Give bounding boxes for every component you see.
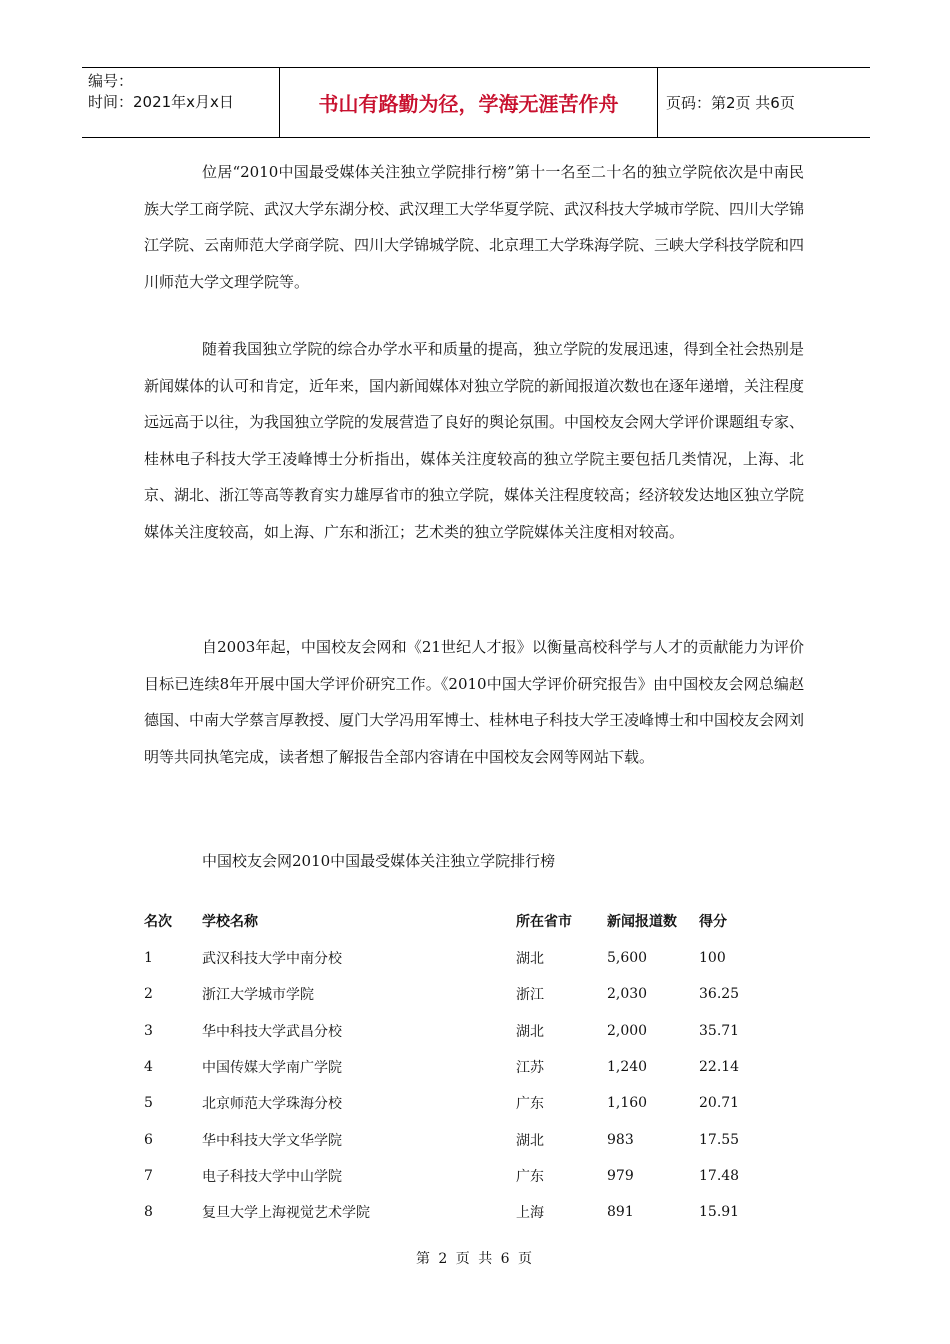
cell-news-count: 983 xyxy=(607,1131,634,1148)
cell-news-count: 5,600 xyxy=(607,950,648,967)
cell-score: 15.91 xyxy=(699,1204,740,1221)
cell-school: 华中科技大学武昌分校 xyxy=(202,1023,342,1040)
page-header xyxy=(82,67,870,138)
cell-score: 35.71 xyxy=(699,1022,740,1039)
header-school: 学校名称 xyxy=(202,914,258,930)
table-header-row xyxy=(144,902,769,940)
header-meta xyxy=(82,68,280,137)
cell-score: 17.55 xyxy=(699,1131,740,1148)
cell-province: 广东 xyxy=(516,1168,544,1185)
cell-school: 北京师范大学珠海分校 xyxy=(202,1096,342,1113)
time-label: 时间：2021年x月x日 xyxy=(88,93,234,111)
cell-news-count: 1,240 xyxy=(607,1059,648,1076)
cell-news-count: 979 xyxy=(607,1167,634,1184)
cell-rank: 1 xyxy=(144,950,153,967)
cell-rank: 4 xyxy=(144,1059,153,1076)
cell-school: 复旦大学上海视觉艺术学院 xyxy=(202,1205,370,1222)
cell-news-count: 2,030 xyxy=(607,986,648,1003)
table-title: 中国校友会网2010中国最受媒体关注独立学院排行榜 xyxy=(202,852,556,870)
page-footer: 第 2 页 共 6 页 xyxy=(415,1251,535,1267)
table-row xyxy=(144,940,769,976)
cell-province: 湖北 xyxy=(516,951,544,968)
header-score: 得分 xyxy=(699,914,727,930)
cell-province: 湖北 xyxy=(516,1132,544,1149)
header-news-count: 新闻报道数 xyxy=(607,914,677,930)
cell-news-count: 1,160 xyxy=(607,1095,648,1112)
cell-province: 浙江 xyxy=(516,987,544,1004)
table-row xyxy=(144,1085,769,1121)
paragraph-1: 位居“2010中国最受媒体关注独立学院排行榜”第十一名至二十名的独立学院依次是中南民族大学工商学院、武汉大学东湖分校、武汉理工大学华夏学院、武汉科技大学城市学院、四川大学锦江学院、云南师范大学商学院、四川大学锦城学院、北京理工大学珠海学院、三峡大学科技学院和四川师范大学文理学院等。 xyxy=(144,163,805,291)
cell-score: 22.14 xyxy=(699,1059,740,1076)
cell-rank: 7 xyxy=(144,1167,153,1184)
cell-school: 武汉科技大学中南分校 xyxy=(202,951,342,968)
number-label: 编号： xyxy=(88,72,134,90)
header-rank: 名次 xyxy=(144,914,172,930)
table-row xyxy=(144,976,769,1012)
cell-news-count: 2,000 xyxy=(607,1022,648,1039)
cell-school: 中国传媒大学南广学院 xyxy=(202,1060,342,1077)
cell-province: 上海 xyxy=(516,1205,544,1222)
table-row xyxy=(144,1158,769,1194)
cell-rank: 2 xyxy=(144,986,153,1003)
cell-school: 电子科技大学中山学院 xyxy=(202,1168,342,1185)
cell-school: 浙江大学城市学院 xyxy=(202,987,314,1004)
cell-score: 36.25 xyxy=(699,986,740,1003)
cell-province: 湖北 xyxy=(516,1023,544,1040)
cell-score: 100 xyxy=(699,950,726,967)
cell-news-count: 891 xyxy=(607,1204,634,1221)
table-row xyxy=(144,1013,769,1049)
cell-score: 17.48 xyxy=(699,1167,740,1184)
header-motto: 书山有路勤为径，学海无涯苦作舟 xyxy=(280,68,658,137)
cell-rank: 3 xyxy=(144,1022,153,1039)
table-row xyxy=(144,1121,769,1157)
cell-score: 20.71 xyxy=(699,1095,740,1112)
header-page-label: 页码：第2页 共6页 xyxy=(666,94,795,112)
cell-rank: 5 xyxy=(144,1095,153,1112)
cell-rank: 6 xyxy=(144,1131,153,1148)
cell-school: 华中科技大学文华学院 xyxy=(202,1132,342,1149)
header-province: 所在省市 xyxy=(516,914,572,930)
cell-province: 江苏 xyxy=(516,1060,544,1077)
ranking-table xyxy=(144,902,769,1230)
cell-rank: 8 xyxy=(144,1204,153,1221)
cell-province: 广东 xyxy=(516,1096,544,1113)
paragraph-3: 自2003年起，中国校友会网和《21世纪人才报》以衡量高校科学与人才的贡献能力为评价目标已连续8年开展中国大学评价研究工作。《2010中国大学评价研究报告》由中国校友会网总编赵德国、中南大学蔡言厚教授、厦门大学冯用军博士、桂林电子科技大学王凌峰博士和中国校友会网刘明等共同执笔完成，读者想了解报告全部内容请在中国校友会网等网站下载。 xyxy=(144,638,805,766)
paragraph-2: 随着我国独立学院的综合办学水平和质量的提高，独立学院的发展迅速，得到全社会热别是新闻媒体的认可和肯定，近年来，国内新闻媒体对独立学院的新闻报道次数也在逐年递增，关注程度远远高于以往，为我国独立学院的发展营造了良好的舆论氛围。中国校友会网大学评价课题组专家、桂林电子科技大学王凌峰博士分析指出，媒体关注度较高的独立学院主要包括几类情况，上海、北京、湖北、浙江等高等教育实力雄厚省市的独立学院，媒体关注程度较高；经济较发达地区独立学院媒体关注度较高，如上海、广东和浙江；艺术类的独立学院媒体关注度相对较高。 xyxy=(144,340,805,541)
table-row xyxy=(144,1194,769,1230)
table-row xyxy=(144,1049,769,1085)
